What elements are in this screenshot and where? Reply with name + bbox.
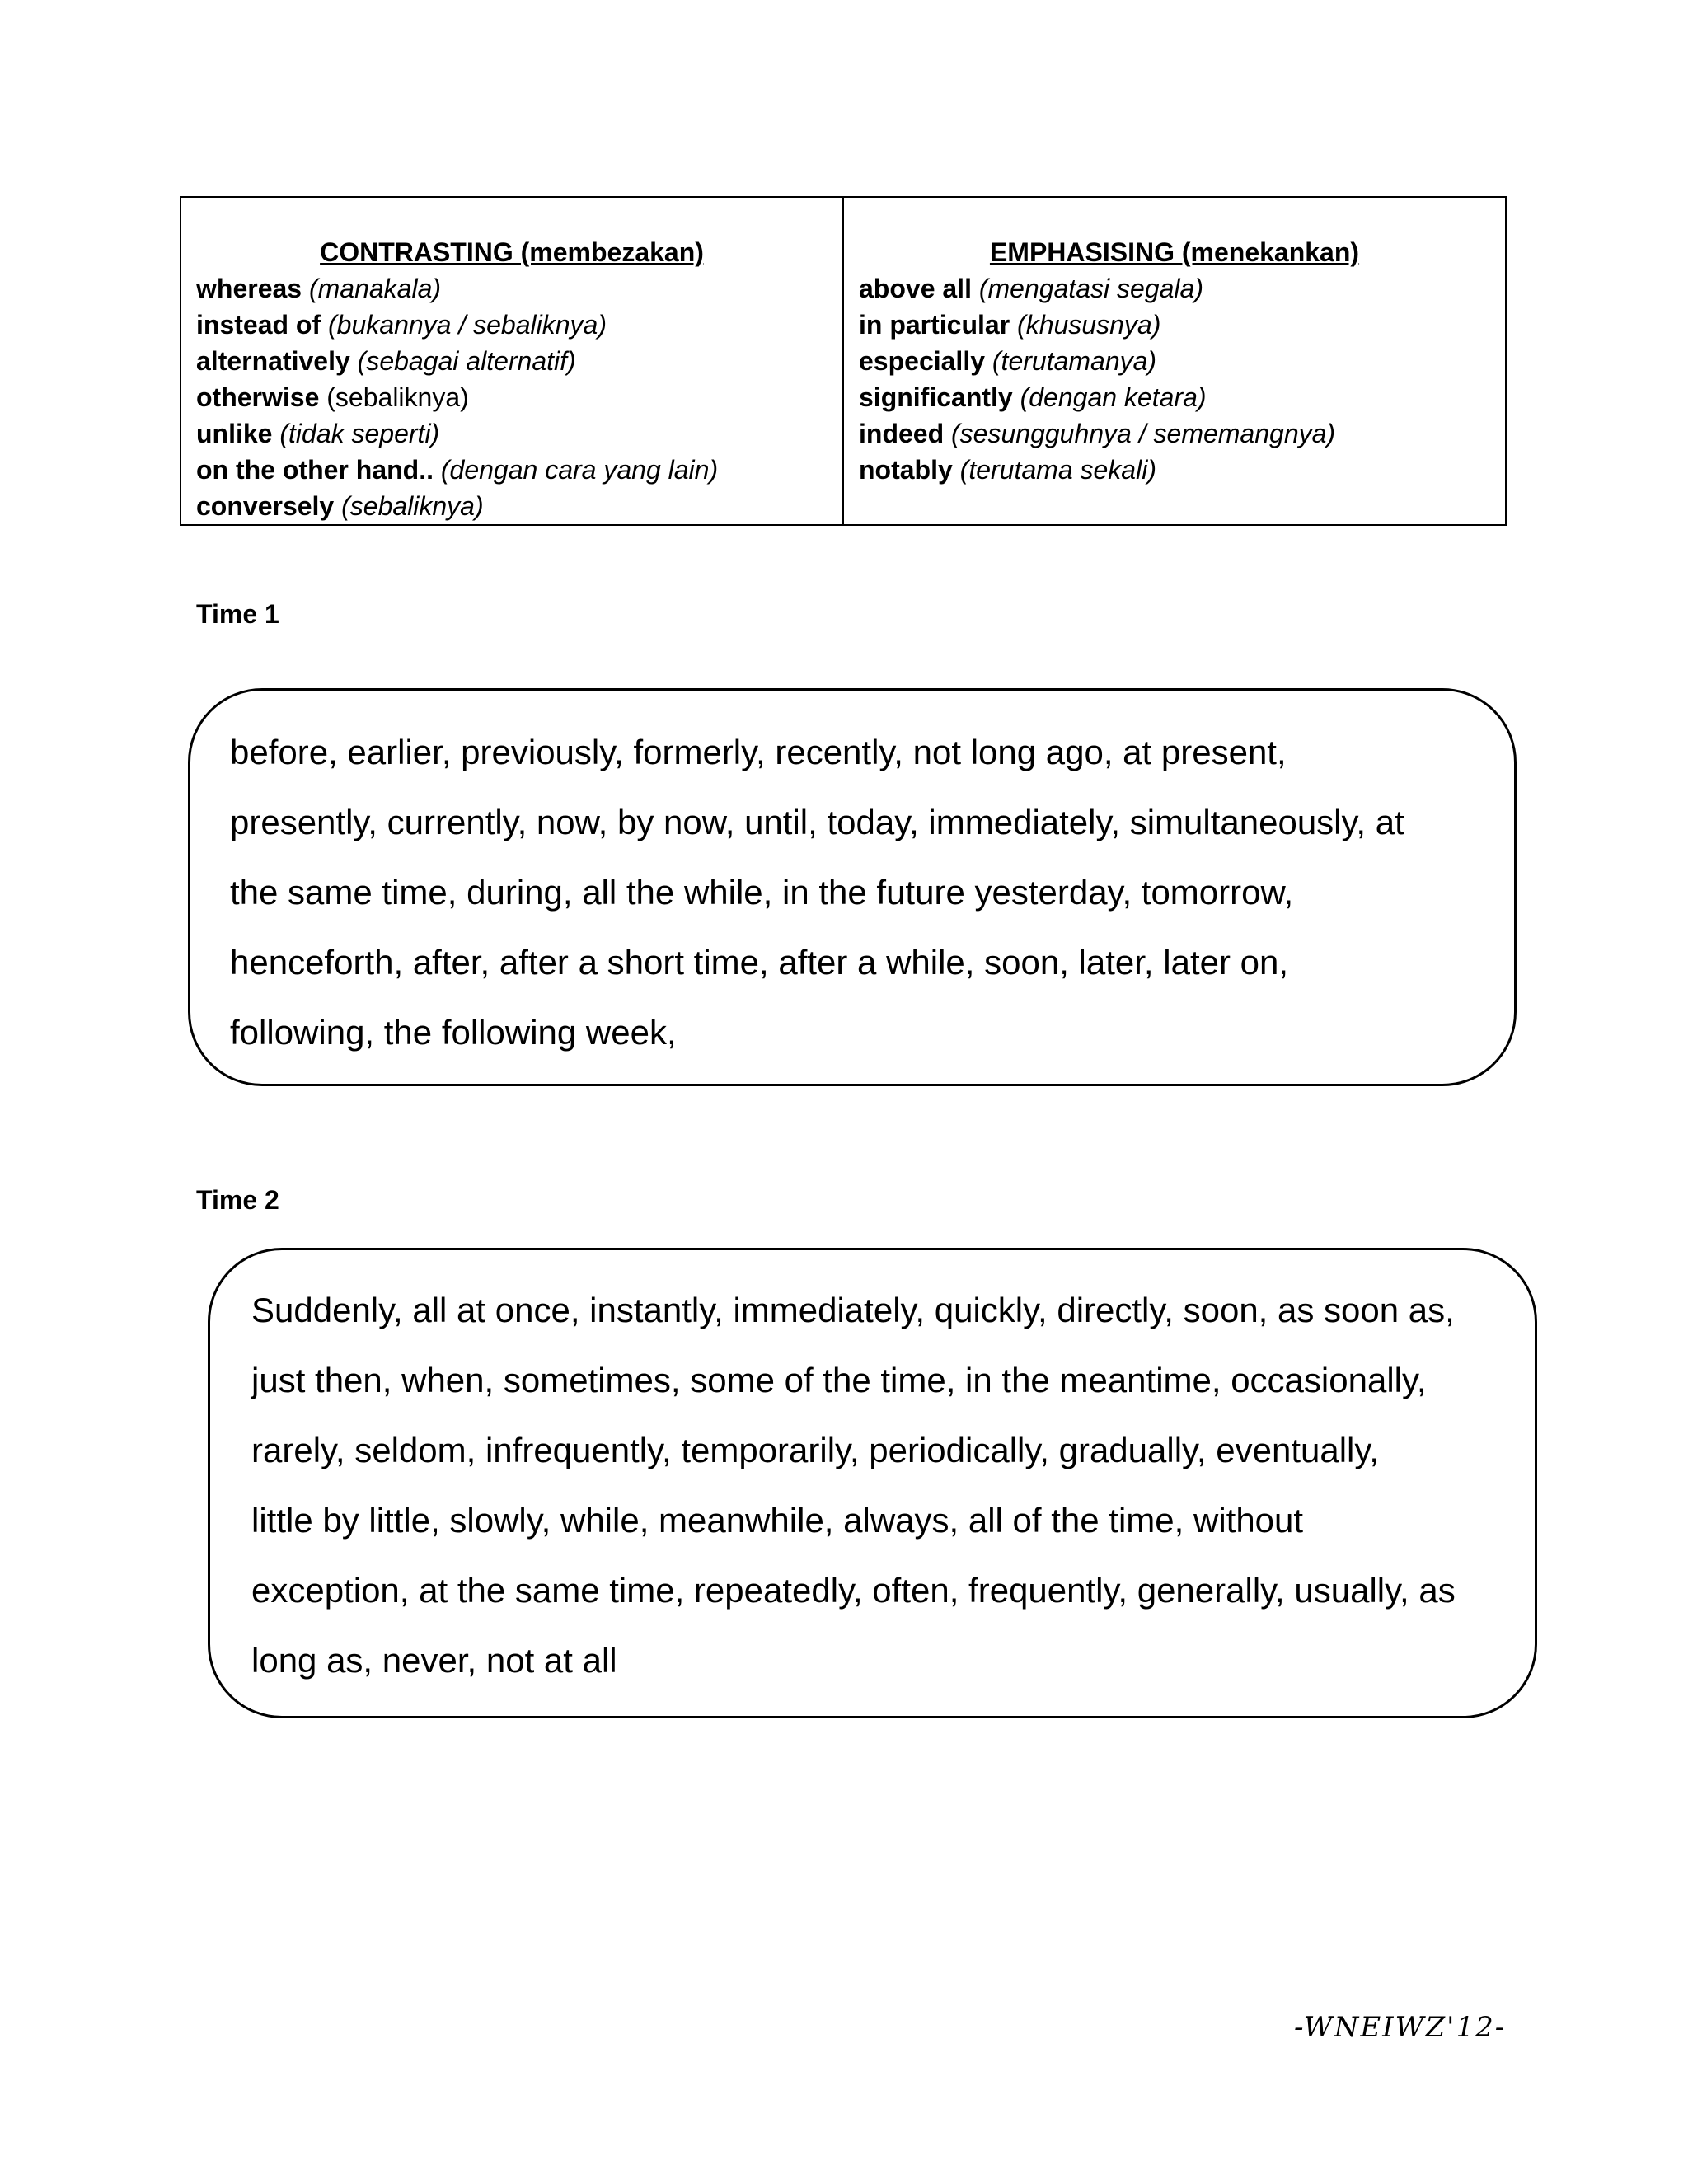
time2-line: just then, when, sometimes, some of the time, in the meantime, occasionally, [251,1361,1427,1399]
emphasising-list [859,270,1490,488]
term-row [196,343,828,379]
term-row [859,379,1490,415]
term-word: unlike [196,419,273,448]
term-translation: (sesungguhnya / sememangnya) [951,419,1336,448]
term-translation: (sebagai alternatif) [357,346,576,376]
time2-line: long as, never, not at all [251,1641,617,1680]
term-row [196,270,828,307]
term-translation: (dengan cara yang lain) [440,455,719,485]
term-word: in particular [859,310,1010,340]
time2-label: Time 2 [196,1185,279,1215]
contrasting-list [196,270,828,524]
term-word: otherwise [196,382,320,412]
time1-line: the same time, during, all the while, in the future yesterday, tomorrow, [230,873,1294,912]
term-translation: (terutamanya) [992,346,1157,376]
time1-box [188,688,1517,1086]
term-row [859,415,1490,452]
term-row [859,307,1490,343]
term-row [196,307,828,343]
emphasising-column [842,198,1505,524]
term-translation: (tidak seperti) [279,419,440,448]
term-row [196,452,828,488]
term-row [196,488,828,524]
term-word: whereas [196,274,302,303]
term-translation: (mengatasi segala) [978,274,1203,303]
term-row [859,452,1490,488]
time2-box [208,1248,1537,1718]
term-word: conversely [196,491,335,521]
term-row [196,379,828,415]
term-word: on the other hand.. [196,455,434,485]
time2-line: exception, at the same time, repeatedly, often, frequently, generally, usually, as [251,1571,1456,1610]
contrasting-column [181,198,842,524]
term-row [859,270,1490,307]
time2-line: Suddenly, all at once, instantly, immediately, quickly, directly, soon, as soon as, [251,1291,1455,1329]
term-translation: (sebaliknya) [326,382,469,412]
time1-line: henceforth, after, after a short time, after a while, soon, later, later on, [230,943,1289,982]
term-translation: (terutama sekali) [959,455,1156,485]
term-translation: (bukannya / sebaliknya) [328,310,607,340]
time1-line: following, the following week, [230,1013,677,1052]
term-word: alternatively [196,346,350,376]
time1-label: Time 1 [196,599,279,629]
time1-line: presently, currently, now, by now, until, today, immediately, simultaneously, at [230,803,1404,841]
term-word: significantly [859,382,1013,412]
term-word: instead of [196,310,321,340]
term-word: notably [859,455,953,485]
author-signature: -WNEIWZ'12- [1294,2011,1507,2044]
term-row [859,343,1490,379]
time1-line: before, earlier, previously, formerly, recently, not long ago, at present, [230,733,1287,771]
connectors-table [180,196,1507,526]
contrasting-heading: CONTRASTING (membezakan) [320,237,704,267]
time2-line: little by little, slowly, while, meanwhile, always, all of the time, without [251,1501,1304,1540]
term-translation: (dengan ketara) [1020,382,1207,412]
term-word: indeed [859,419,945,448]
term-translation: (sebaliknya) [341,491,484,521]
term-translation: (khususnya) [1017,310,1161,340]
term-word: especially [859,346,985,376]
time2-line: rarely, seldom, infrequently, temporarily, periodically, gradually, eventually, [251,1431,1379,1469]
term-word: above all [859,274,972,303]
term-translation: (manakala) [308,274,442,303]
term-row [196,415,828,452]
emphasising-heading: EMPHASISING (menekankan) [989,237,1360,267]
